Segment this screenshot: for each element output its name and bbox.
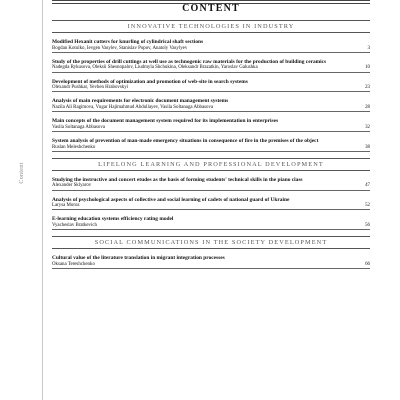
entry-authors: Vyacheslav Bratkevich [52, 222, 97, 228]
entry-meta-line [52, 262, 370, 269]
toc-entry[interactable] [52, 138, 370, 152]
entry-title[interactable]: Analysis of psychological aspects of collective and social learning of cadets of national guard of Ukraine [52, 196, 290, 203]
toc-entry[interactable] [52, 118, 370, 132]
entry-page-number[interactable]: 28 [365, 104, 370, 110]
entry-page-number[interactable]: 3 [367, 45, 370, 51]
entry-title[interactable]: Modified Hexanit cutters for knurling of cylindrical shaft sections [52, 39, 204, 45]
entry-authors: Oksana Tereshchenko [52, 261, 95, 267]
entry-title[interactable]: Studying the instructive and concert etudes as the basis of forming students' technical skills in the piano class [52, 176, 303, 183]
entry-page-number[interactable]: 56 [365, 222, 370, 228]
entry-page-number[interactable]: 32 [365, 124, 370, 130]
entry-authors: Vasila Soltanaga Abbasova [52, 124, 105, 130]
entry-meta-line [52, 85, 370, 92]
toc-entry[interactable] [52, 216, 370, 230]
entry-title[interactable]: Main concepts of the document management system required for its implementation in enterprises [52, 118, 279, 125]
entry-page-number[interactable]: 38 [365, 144, 370, 150]
entry-meta-line [52, 145, 370, 152]
table-of-contents [52, 20, 370, 269]
toc-entry[interactable] [52, 255, 370, 269]
sidebar-label: Content [19, 162, 25, 184]
entry-title[interactable]: System analysis of prevention of man-made emergency situations in consequence of fire in the premises of the object [52, 137, 319, 144]
toc-entry[interactable] [52, 98, 370, 112]
toc-entry[interactable] [52, 39, 370, 53]
entry-authors: Bogdan Kotulko, Ievgen Vasylev, Stanislav Popov, Anatoly Vasylyev [52, 45, 188, 51]
toc-entry[interactable] [52, 197, 370, 211]
entry-title[interactable]: Study of the properties of drill cuttings at well use as technogenic raw materials for the production of building ceramics [52, 58, 327, 65]
entry-title[interactable]: Development of methods of optimization and promotion of web-site in search systems [52, 78, 248, 85]
toc-entry[interactable] [52, 59, 370, 73]
section-heading: SOCIAL COMMUNICATIONS IN THE SOCIETY DEVELOPMENT [52, 236, 370, 249]
entry-page-number[interactable]: 66 [365, 261, 370, 267]
section-heading: INNOVATIVE TECHNOLOGIES IN INDUSTRY [52, 20, 370, 33]
entry-meta-line [52, 65, 370, 72]
entry-page-number[interactable]: 23 [365, 85, 370, 91]
entry-meta-line [52, 183, 370, 190]
entry-authors: Alexander Sklyarov [52, 183, 92, 189]
section-heading: LIFELONG LEARNING AND PROFESSIONAL DEVELOPMENT [52, 158, 370, 171]
entry-page-number[interactable]: 10 [365, 65, 370, 71]
entry-authors: Ruslan Meleshchenko [52, 144, 96, 150]
entry-meta-line [52, 105, 370, 112]
page-title: CONTENT [182, 3, 240, 14]
entry-page-number[interactable]: 47 [365, 183, 370, 189]
entry-title[interactable]: Analysis of main requirements for electronic document management systems [52, 98, 229, 105]
entry-meta-line [52, 223, 370, 230]
entry-authors: Nazila Ali Ragimova, Vugar Hajimahmud Abdullayev, Vasila Soltanaga Abbasova [52, 104, 214, 110]
entry-meta-line [52, 125, 370, 132]
entry-meta-line [52, 203, 370, 210]
entry-title[interactable]: E-learning education systems efficiency rating model [52, 216, 174, 223]
entry-meta-line [52, 46, 370, 53]
entry-page-number[interactable]: 52 [365, 203, 370, 209]
toc-entry[interactable] [52, 79, 370, 93]
entry-authors: Nadegda Rykusova, Oleksii Shesnopalov, Liudmyla Shchukina, Oleksandr Brazatkin, Yaroslav Galushka [52, 65, 258, 71]
entry-title[interactable]: Cultural value of the literature translation in migrant integration processes [52, 255, 225, 262]
entry-authors: Larysa Moroz [52, 203, 80, 209]
toc-entry[interactable] [52, 177, 370, 191]
entry-authors: Olexandr Pushkar, Yevhen Hrabovskyi [52, 85, 129, 91]
sidebar-tab [2, 0, 43, 400]
